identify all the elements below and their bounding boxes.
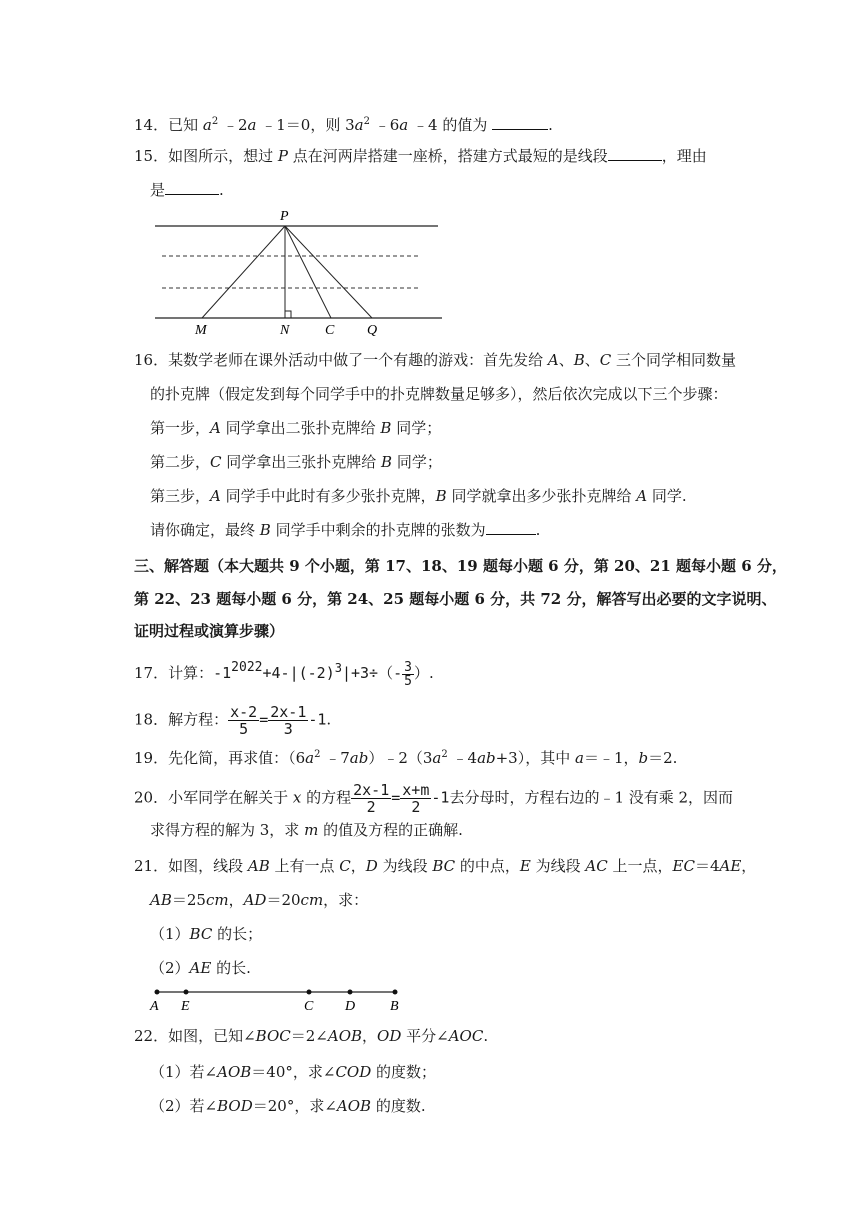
section-3-heading-line2: 第 22、23 题每小题 6 分，第 24、25 题每小题 6 分，共 72 分，解答写出必要的文字说明、 <box>134 590 777 608</box>
section-3-heading-line3: 证明过程或演算步骤） <box>134 622 285 640</box>
question-20-line2: 求得方程的解为 3，求 m 的值及方程的正确解. <box>150 821 463 839</box>
question-22: 22．如图，已知∠BOC＝2∠AOB，OD 平分∠AOC. <box>134 1027 489 1045</box>
segment-PM <box>202 226 285 318</box>
segment-PQ <box>285 226 372 318</box>
question-16-step3: 第三步，A 同学手中此时有多少张扑克牌，B 同学就拿出多少张扑克牌给 A 同学. <box>150 487 687 505</box>
river-bridge-figure <box>150 205 450 340</box>
answer-blank <box>165 180 219 195</box>
label-M: M <box>195 323 207 338</box>
question-19: 19．先化简，再求值：（$6a^2$ $﹣7ab)﹣2(3a^2$ ﹣4ab+3），其中 a＝﹣1，b＝2. <box>134 749 678 767</box>
question-21-line2: AB＝25cm，AD＝20cm，求： <box>150 891 369 909</box>
question-20: 20．小军同学在解关于 x 的方程 $\frac{2x-1}{2}$ = $\frac{x+m}{2}$ -1去分母时，方程右边的﹣1 没有乘 2，因而 <box>134 781 734 816</box>
question-16: 16．某数学老师在课外活动中做了一个有趣的游戏：首先发给 A、B、C 三个同学相同数量 <box>134 351 737 369</box>
point-B <box>393 990 398 995</box>
label-Q: Q <box>367 323 378 338</box>
label-P: P <box>280 209 289 224</box>
point-E <box>184 990 189 995</box>
question-21-part2: （2）AE 的长. <box>150 959 251 977</box>
answer-blank <box>492 115 548 130</box>
section-3-heading: 三、解答题（本大题共 9 个小题，第 17、18、19 题每小题 6 分，第 20、21 题每小题 6 分， <box>134 557 787 575</box>
question-22-part2: （2）若∠BOD＝20°，求∠AOB 的度数. <box>150 1097 426 1115</box>
question-16-step2: 第二步，C 同学拿出三张扑克牌给 B 同学； <box>150 453 442 471</box>
question-18: 18．解方程： $\frac{x-2}{5}$ = $\frac{2x-1}{3}$ -1. <box>134 703 332 738</box>
label-C: C <box>304 999 314 1014</box>
label-D: D <box>345 999 356 1014</box>
question-17: 17．计算：$-1^{2022}+4-|(-2)^3|+3\div(-$ $\frac{3}{5}$ ）. <box>134 659 434 689</box>
segment-figure <box>145 984 415 1014</box>
question-15: 15．如图所示，想过 P 点在河两岸搭建一座桥，搭建方式最短的是线段 ，理由 <box>134 147 707 165</box>
question-16-step1: 第一步，A 同学拿出二张扑克牌给 B 同学； <box>150 419 442 437</box>
question-22-part1: （1）若∠AOB＝40°，求∠COD 的度数； <box>150 1063 437 1081</box>
point-C <box>307 990 312 995</box>
point-D <box>348 990 353 995</box>
label-E: E <box>181 999 190 1014</box>
answer-blank <box>486 520 536 535</box>
point-A <box>155 990 160 995</box>
question-16-line2: 的扑克牌（假定发到每个同学手中的扑克牌数量足够多），然后依次完成以下三个步骤： <box>150 385 728 403</box>
label-B: B <box>390 999 399 1014</box>
label-A: A <box>150 999 159 1014</box>
answer-blank <box>608 146 662 161</box>
question-16-line6: 请你确定，最终 B 同学手中剩余的扑克牌的张数为 . <box>150 521 541 539</box>
segment-PC <box>285 226 331 318</box>
question-14: 14．已知 $a^2$ ﹣2a ﹣1＝0，则 $3a^2$ ﹣6a ﹣4 的值为 . <box>134 116 553 134</box>
label-N: N <box>280 323 290 338</box>
right-angle-mark <box>285 311 291 318</box>
question-21: 21．如图，线段 AB 上有一点 C，D 为线段 BC 的中点，E 为线段 AC 上一点，EC＝4AE， <box>134 857 757 875</box>
question-15-line2: 是 . <box>150 181 224 199</box>
label-C: C <box>325 323 335 338</box>
question-21-part1: （1）BC 的长； <box>150 925 263 943</box>
